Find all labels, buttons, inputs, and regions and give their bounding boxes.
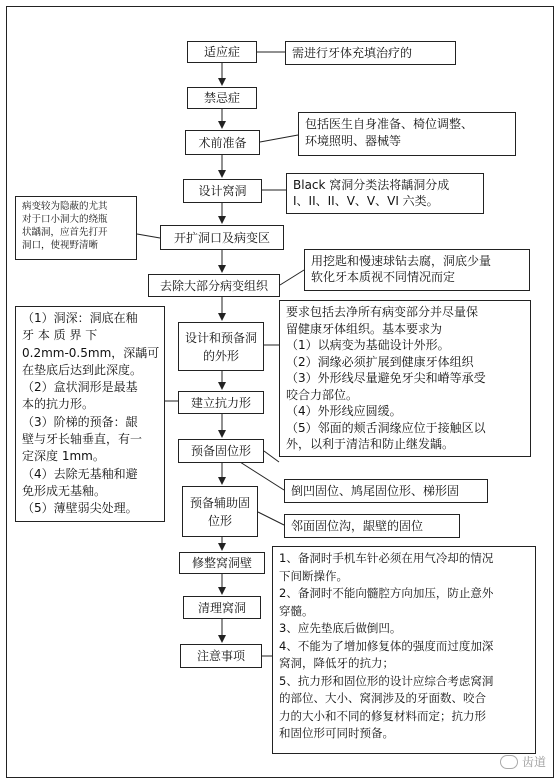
note-line: （5）邻面的颊舌洞缘应位于接触区以 xyxy=(286,420,486,435)
note-line: 软化牙本质视不同情况而定 xyxy=(311,270,456,284)
note-line: 0.2mm-0.5mm，深龋可 xyxy=(22,345,160,360)
note-resistance xyxy=(15,306,165,522)
step-aux-retention-form xyxy=(182,486,258,537)
note-line: （2）盒状洞形是最基 xyxy=(22,380,138,395)
step-outline-form xyxy=(178,322,264,371)
note-line: 需进行牙体充填治疗的 xyxy=(292,46,413,60)
step-label: 禁忌症 xyxy=(203,91,240,105)
note-line: 4、不能为了增加修复体的强度而过度加深 xyxy=(279,638,494,653)
note-precautions xyxy=(272,546,536,754)
note-line: 咬合力部位。 xyxy=(286,387,359,402)
note-line: 包括医生自身准备、椅位调整、 xyxy=(305,117,474,131)
step-clean-cavity xyxy=(183,596,261,619)
note-line: 窝洞，降低牙的抗力； xyxy=(279,656,394,670)
note-preparation xyxy=(298,112,516,156)
note-line: 状龋洞，应首先打开 xyxy=(22,227,108,238)
watermark xyxy=(500,753,546,770)
note-line: Black 窝洞分类法将龋洞分成 xyxy=(293,178,450,192)
note-indications xyxy=(285,41,456,65)
note-remove xyxy=(304,249,530,291)
note-line: 病变较为隐蔽的尤其 xyxy=(22,201,108,212)
step-label: 预备固位形 xyxy=(190,444,251,458)
note-line: I、II、II、V、V、VI 六类。 xyxy=(293,194,439,208)
note-line: 免形成无基釉。 xyxy=(22,483,107,498)
step-precautions xyxy=(180,644,262,668)
step-label: 去除大部分病变组织 xyxy=(159,278,268,293)
note-line: （4）去除无基釉和避 xyxy=(22,466,138,481)
step-contraindications xyxy=(187,87,257,109)
step-label: 清理窝洞 xyxy=(197,600,246,615)
note-line: 3、应先垫底后做倒凹。 xyxy=(279,621,402,635)
note-outline xyxy=(279,300,531,457)
step-resistance-form xyxy=(178,391,264,414)
note-line: 定深度 1mm。 xyxy=(22,449,105,464)
note-aux-retention xyxy=(284,514,460,538)
note-line: 穿髓。 xyxy=(279,603,314,618)
wechat-icon xyxy=(500,755,518,769)
note-line: 用挖匙和慢速球钻去腐，洞底少量 xyxy=(311,254,492,268)
step-label: 设计窝洞 xyxy=(198,184,247,198)
note-line: （1）洞深：洞底在釉 xyxy=(22,311,138,325)
note-line: 本的抗力形。 xyxy=(22,397,95,412)
note-line: （1）以病变为基础设计外形。 xyxy=(286,338,450,352)
step-retention-form xyxy=(178,439,264,463)
step-label: 修整窝洞壁 xyxy=(191,556,252,570)
step-remove-lesion xyxy=(148,274,280,297)
note-line: 倒凹固位、鸠尾固位形、梯形固 xyxy=(291,484,460,498)
step-indications xyxy=(187,41,257,63)
step-preoperative-prep xyxy=(185,130,260,155)
step-label: 注意事项 xyxy=(196,649,245,663)
note-line: 牙 本 质 界 下 xyxy=(22,328,98,343)
note-line: 留健康牙体组织。基本要求为 xyxy=(286,321,443,336)
step-cavity-design xyxy=(183,179,262,203)
note-line: （5）薄壁弱尖处理。 xyxy=(22,501,138,516)
note-line: 邻面固位沟，龈壁的固位 xyxy=(291,519,424,533)
note-line: 外，以利于清洁和防止继发龋。 xyxy=(286,437,455,451)
note-line: 2、备洞时不能向髓腔方向加压，防止意外 xyxy=(279,586,494,600)
watermark-text: 齿道 xyxy=(521,755,546,769)
note-design xyxy=(286,173,484,214)
note-line: 的部位、大小、窝洞涉及的牙面数、咬合 xyxy=(279,691,486,705)
note-line: 力的大小和不同的修复材料而定；抗力形 xyxy=(279,708,486,723)
note-line: 对于口小洞大的绕瓶 xyxy=(22,214,108,225)
note-line: 和固位形可同时预备。 xyxy=(279,726,394,740)
note-open-hidden xyxy=(15,196,137,260)
step-label: 适应症 xyxy=(203,45,240,59)
step-label: 预备辅助固位形 xyxy=(189,495,250,528)
note-line: 要求包括去净所有病变部分并尽量保 xyxy=(286,305,479,319)
step-label: 术前准备 xyxy=(198,135,247,150)
note-line: （2）洞缘必须扩展到健康牙体组织 xyxy=(286,354,474,369)
note-line: 环境照明、器械等 xyxy=(305,134,402,148)
note-line: 下间断操作。 xyxy=(279,568,348,583)
note-line: （4）外形线应圆缓。 xyxy=(286,404,402,418)
note-line: 洞口，使视野清晰 xyxy=(22,240,99,251)
step-open-lesion xyxy=(160,225,284,250)
note-line: （3）外形线尽量避免牙尖和嵴等承受 xyxy=(286,371,486,385)
step-label: 建立抗力形 xyxy=(190,395,251,410)
step-trim-walls xyxy=(179,552,265,574)
step-label: 设计和预备洞的外形 xyxy=(184,330,257,363)
note-line: 在垫底后达到此深度。 xyxy=(22,362,143,377)
note-retention xyxy=(284,479,488,503)
note-line: 1、备洞时手机车针必须在用气冷却的情况 xyxy=(279,551,494,565)
note-line: 壁与牙长轴垂直，有一 xyxy=(22,432,143,447)
note-line: （3）阶梯的预备：龈 xyxy=(22,414,138,429)
step-label: 开扩洞口及病变区 xyxy=(173,230,270,245)
note-line: 5、抗力形和固位形的设计应综合考虑窝洞 xyxy=(279,673,494,688)
